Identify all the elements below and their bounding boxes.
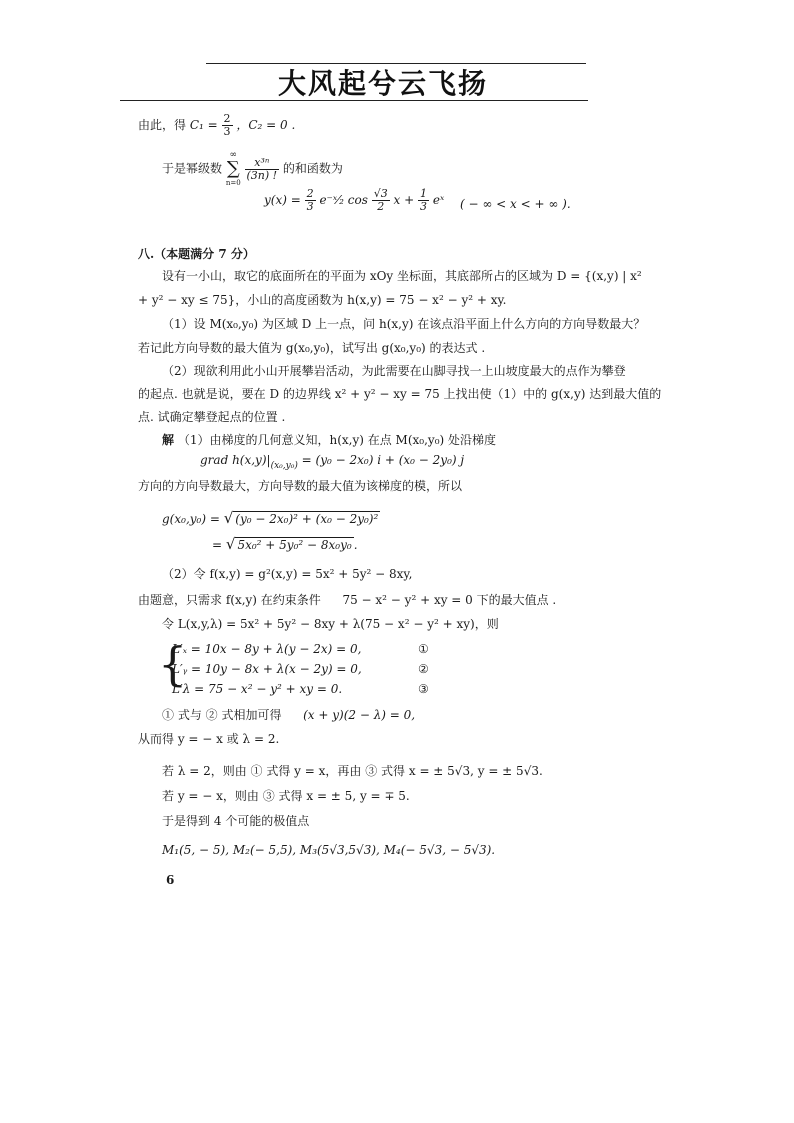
line-constants <box>138 113 295 138</box>
equation-1: L′ₓ = 10x − 8y + λ(y − 2x) = 0, <box>172 642 362 656</box>
text: 于是幂级数 <box>162 161 223 176</box>
section-title: 八.（本题满分 7 分） <box>138 247 255 261</box>
fraction <box>245 157 280 182</box>
solution-line <box>162 432 496 448</box>
g-formula-2 <box>212 536 358 553</box>
line-power-series <box>162 150 343 188</box>
solution-line <box>138 592 556 608</box>
text: ① 式与 ② 式相加可得 <box>162 708 282 722</box>
denominator: 3 <box>306 200 314 213</box>
fraction <box>418 188 429 213</box>
radicand: 5x₀² + 5y₀² − 8x₀y₀ <box>237 538 352 552</box>
sum-operator <box>226 150 241 188</box>
text: 由此，得 <box>138 118 187 132</box>
domain-range: ( − ∞ < x < + ∞ ). <box>460 197 571 211</box>
solution-line: （2）令 f(x,y) = g²(x,y) = 5x² + 5y² − 8xy, <box>162 567 413 581</box>
text: 75 − x² − y² + xy = 0 下的最大值点 . <box>342 593 557 607</box>
denominator: (3n) ! <box>246 168 278 182</box>
equation-marker-3: ③ <box>418 682 429 696</box>
text: 的和函数为 <box>282 161 343 176</box>
radical-sign: √ <box>223 509 234 527</box>
denominator: 3 <box>223 125 231 138</box>
page-number: 6 <box>166 873 175 887</box>
math: y(x) = <box>264 193 301 207</box>
solution-label: 解 <box>162 433 175 447</box>
math: ，C₂ = 0 . <box>236 118 296 132</box>
math: g(x₀,y₀) = <box>162 512 220 526</box>
math: = (y₀ − 2x₀) i + (x₀ − 2y₀) j <box>301 453 465 467</box>
equation-3: L′λ = 75 − x² − y² + xy = 0. <box>172 682 343 696</box>
problem-line: 若记此方向导数的最大值为 g(x₀,y₀)，试写出 g(x₀,y₀) 的表达式 . <box>138 341 486 355</box>
fraction <box>372 188 390 213</box>
line-sum-function <box>264 188 444 213</box>
solution-line: 若 λ = 2，则由 ① 式得 y = x，再由 ③ 式得 x = ± 5√3, y = ± 5√3. <box>162 764 543 778</box>
numerator: 1 <box>420 187 428 200</box>
solution-line: 方向的方向导数最大，方向导数的最大值为该梯度的模，所以 <box>138 479 463 493</box>
subscript: (x₀,y₀) <box>270 461 298 471</box>
problem-line: （1）设 M(x₀,y₀) 为区域 D 上一点，问 h(x,y) 在该点沿平面上什么方向的方向导数最大？ <box>162 317 646 331</box>
problem-line: （2）现欲利用此小山开展攀岩活动，为此需要在山脚寻找一上山坡度最大的点作为攀登 <box>162 364 626 378</box>
g-formula-1 <box>162 510 380 527</box>
radical-sign: √ <box>225 535 236 553</box>
math: = <box>212 538 223 552</box>
solution-line: 令 L(x,y,λ) = 5x² + 5y² − 8xy + λ(75 − x² − y² + xy)，则 <box>162 617 499 631</box>
numerator: √3 <box>373 187 388 200</box>
solution-line: 若 y = − x，则由 ③ 式得 x = ± 5, y = ∓ 5. <box>162 789 410 803</box>
denominator: 2 <box>377 200 385 213</box>
math: grad h(x,y) <box>200 453 267 467</box>
left-brace: { <box>158 637 188 691</box>
denominator: 3 <box>420 200 428 213</box>
solution-line: 于是得到 4 个可能的极值点 <box>162 814 310 828</box>
math: e⁻ˣ⁄₂ cos <box>319 193 368 207</box>
numerator: x³ⁿ <box>245 157 280 170</box>
equation-2: L′ᵧ = 10y − 8x + λ(x − 2y) = 0, <box>172 662 362 676</box>
bar: | <box>266 453 271 467</box>
extremum-points: M₁(5, − 5), M₂(− 5,5), M₃(5√3,5√3), M₄(− 5√3, − 5√3). <box>162 843 496 857</box>
solution-line <box>162 707 415 723</box>
text: （1）由梯度的几何意义知，h(x,y) 在点 M(x₀,y₀) 处沿梯度 <box>177 433 497 447</box>
numerator: 2 <box>306 187 314 200</box>
math: . <box>353 538 358 552</box>
math: C₁ = <box>189 118 218 132</box>
radicand: (y₀ − 2x₀)² + (x₀ − 2y₀)² <box>235 512 379 526</box>
math: (x + y)(2 − λ) = 0, <box>303 708 416 722</box>
sum-lower: n=0 <box>225 179 241 187</box>
header-banner: 大风起兮云飞扬 <box>278 67 489 100</box>
text: 由题意，只需求 f(x,y) 在约束条件 <box>138 593 321 607</box>
solution-line: 从而得 y = − x 或 λ = 2. <box>138 732 280 746</box>
sum-sign: ∑ <box>226 158 240 179</box>
problem-line: 的起点. 也就是说，要在 D 的边界线 x² + y² − xy = 75 上找出使（1）中的 g(x,y) 达到最大值的 <box>138 387 662 401</box>
problem-line: 点. 试确定攀登起点的位置 . <box>138 410 286 424</box>
equation-marker-1: ① <box>418 642 429 656</box>
fraction <box>222 113 233 138</box>
equation-marker-2: ② <box>418 662 429 676</box>
problem-line: + y² − xy ≤ 75}，小山的高度函数为 h(x,y) = 75 − x² − y² + xy. <box>138 293 507 307</box>
header-bottom-rule <box>120 100 588 101</box>
gradient-formula <box>200 452 464 474</box>
math: x + <box>393 193 415 207</box>
problem-line: 设有一小山，取它的底面所在的平面为 xOy 坐标面，其底部所占的区域为 D = {(x,y) | x² <box>162 269 642 283</box>
sum-upper: ∞ <box>229 150 237 160</box>
numerator: 2 <box>223 112 231 125</box>
math: eˣ <box>432 193 445 207</box>
fraction <box>305 188 316 213</box>
